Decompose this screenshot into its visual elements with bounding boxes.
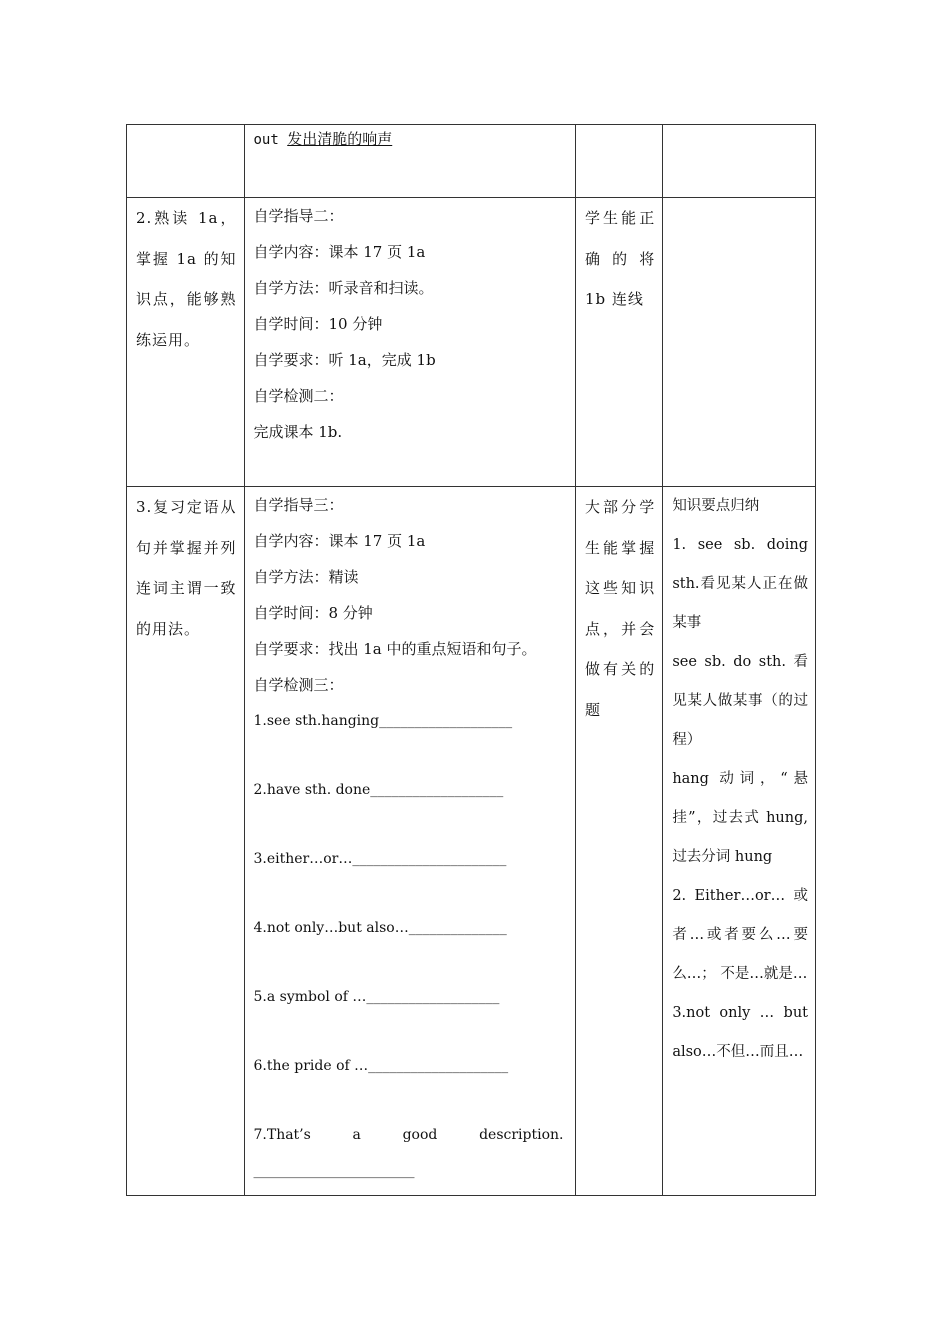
result-cell	[575, 125, 662, 198]
goal-text: 2.熟读 1a，掌握 1a 的知识点，能够熟练运用。	[136, 209, 237, 349]
guide-line: 自学要求：找出 1a 中的重点短语和句子。	[253, 640, 537, 658]
guide-line: 自学时间：8 分钟	[253, 604, 373, 622]
goal-cell	[127, 198, 245, 487]
guide-cell	[244, 487, 575, 1196]
notes-item: 3.not only … but also…不但…而且…	[672, 1005, 808, 1060]
result-cell	[575, 198, 662, 487]
notes-item: see sb. do sth. 看见某人做某事（的过程）	[672, 654, 808, 748]
exercise-item: 6.the pride of …____________________	[253, 1058, 509, 1074]
goal-cell	[127, 487, 245, 1196]
guide-line: 自学检测二：	[253, 387, 344, 405]
guide-line: out	[253, 132, 288, 148]
guide-line: 自学方法：精读	[253, 568, 359, 586]
lesson-plan-table	[126, 124, 816, 1196]
guide-line: 自学方法：听录音和扫读。	[253, 279, 434, 297]
answer-blank: _______________________	[253, 1163, 415, 1179]
table-row	[127, 487, 816, 1196]
guide-line: 自学指导三：	[253, 496, 344, 514]
goal-text: 3.复习定语从句并掌握并列连词主谓一致的用法。	[136, 498, 237, 638]
table-row	[127, 198, 816, 487]
guide-line: 自学时间：10 分钟	[253, 315, 383, 333]
exercise-item: 2.have sth. done___________________	[253, 782, 504, 798]
exercise-item: 4.not only…but also…______________	[253, 920, 507, 936]
goal-cell	[127, 125, 245, 198]
notes-title: 知识要点归纳	[672, 498, 760, 514]
guide-cell	[244, 125, 575, 198]
exercise-item: 5.a symbol of …___________________	[253, 989, 500, 1005]
notes-item: 1. see sb. doing sth.看见某人正在做某事	[672, 537, 808, 631]
word: 7.That’s	[253, 1127, 311, 1143]
guide-line: 自学内容：课本 17 页 1a	[253, 243, 426, 261]
notes-item: hang 动词，“悬挂”，过去式 hung,过去分词 hung	[672, 771, 808, 865]
notes-cell	[663, 125, 816, 198]
word: good	[402, 1127, 438, 1143]
exercise-item-7	[254, 1117, 568, 1189]
table-row	[127, 125, 816, 198]
guide-line: 完成课本 1b.	[253, 423, 343, 441]
word: description.	[479, 1127, 564, 1143]
guide-line: 自学内容：课本 17 页 1a	[253, 532, 426, 550]
guide-line: 自学要求：听 1a，完成 1b	[253, 351, 436, 369]
result-cell	[575, 487, 662, 1196]
notes-item: 2. Either…or… 或者…或者要么…要么…； 不是…就是…	[672, 888, 808, 982]
result-text: 大部分学生能掌握这些知识点，并会做有关的题	[584, 498, 656, 719]
guide-line: 自学指导二：	[253, 207, 344, 225]
guide-cell	[244, 198, 575, 487]
notes-cell	[663, 198, 816, 487]
guide-line-underlined: 发出清脆的响声	[287, 130, 393, 148]
notes-cell	[663, 487, 816, 1196]
result-text: 学生能正确的将 1b 连线	[584, 209, 656, 308]
exercise-item: 1.see sth.hanging___________________	[253, 713, 513, 729]
word: a	[352, 1127, 361, 1143]
exercise-item: 3.either…or…______________________	[253, 851, 507, 867]
guide-line: 自学检测三：	[253, 676, 344, 694]
